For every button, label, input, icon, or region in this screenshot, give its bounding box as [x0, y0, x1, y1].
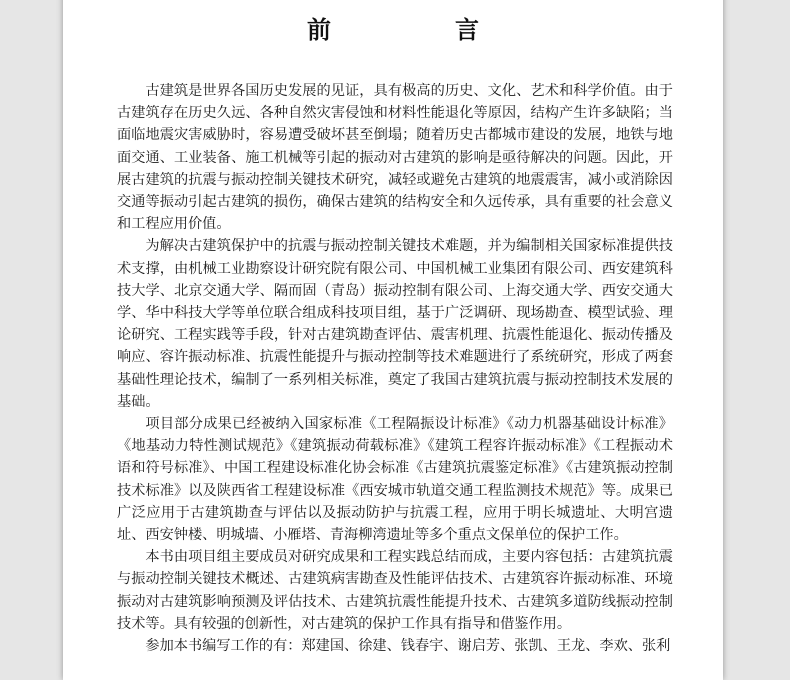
body-text [117, 80, 673, 657]
paragraph: 本书由项目组主要成员对研究成果和工程实践总结而成，主要内容包括：古建筑抗震与振动控制关键技术概述、古建筑病害勘查及性能评估技术、古建筑容许振动标准、环境振动对古建筑影响预测及评估技术、古建筑抗震性能提升技术、古建筑多道防线振动控制技术等。具有较强的创新性，对古建筑的保护工作具有指导和借鉴作用。 [117, 549, 673, 632]
page-title: 前 言 [307, 15, 529, 44]
paragraph: 项目部分成果已经被纳入国家标准《工程隔振设计标准》《动力机器基础设计标准》《地基动力特性测试规范》《建筑振动荷载标准》《建筑工程容许振动标准》《工程振动术语和符号标准》、中国工程建设标准化协会标准《古建筑抗震鉴定标准》《古建筑振动控制技术标准》以及陕西省工程建设标准《西安城市轨道交通工程监测技术规范》等。成果已广泛应用于古建筑勘查与评估以及振动防护与抗震工程，应用于明长城遗址、大明宫遗址、西安钟楼、明城墙、小雁塔、青海柳湾遗址等多个重点文保单位的保护工作。 [117, 416, 673, 544]
paragraph: 为解决古建筑保护中的抗震与振动控制关键技术难题，并为编制相关国家标准提供技术支撑，由机械工业勘察设计研究院有限公司、中国机械工业集团有限公司、西安建筑科技大学、北京交通大学、隔而固（青岛）振动控制有限公司、上海交通大学、西安交通大学、华中科技大学等单位联合组成科技项目组，基于广泛调研、现场勘查、模型试验、理论研究、工程实践等手段，针对古建筑勘查评估、震害机理、抗震性能退化、振动传播及响应、容许振动标准、抗震性能提升与振动控制等技术难题进行了系统研究，形成了两套基础性理论技术，编制了一系列相关标准，奠定了我国古建筑抗震与振动控制技术发展的基础。 [117, 238, 673, 410]
document-page [63, 0, 723, 680]
paragraph: 古建筑是世界各国历史发展的见证，具有极高的历史、文化、艺术和科学价值。由于古建筑存在历史久远、各种自然灾害侵蚀和材料性能退化等原因，结构产生许多缺陷；当面临地震灾害威胁时，容易遭受破坏甚至倒塌；随着历史古都城市建设的发展，地铁与地面交通、工业装备、施工机械等引起的振动对古建筑的影响是亟待解决的问题。因此，开展古建筑的抗震与振动控制关键技术研究，减轻或避免古建筑的地震震害，减小或消除因交通等振动引起古建筑的损伤，确保古建筑的结构安全和久远传承，具有重要的社会意义和工程应用价值。 [117, 83, 673, 233]
paragraph: 参加本书编写工作的有：郑建国、徐建、钱春宇、谢启芳、张凯、王龙、李欢、张利 [145, 638, 671, 655]
